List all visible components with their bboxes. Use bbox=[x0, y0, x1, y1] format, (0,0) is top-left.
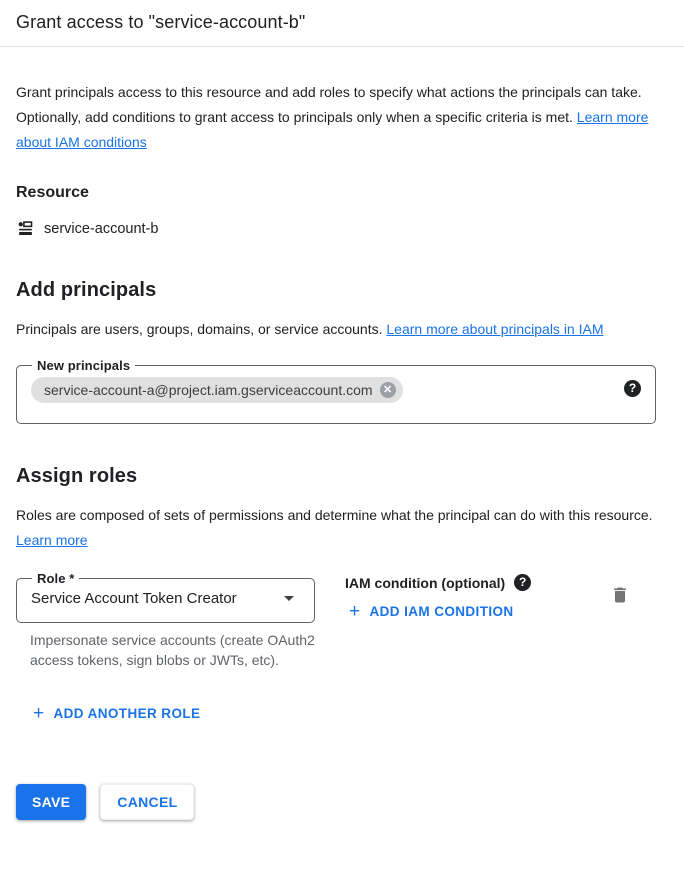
role-select[interactable] bbox=[16, 571, 315, 623]
header-divider bbox=[0, 46, 684, 47]
roles-desc-text: Roles are composed of sets of permissions and determine what the principal can do with this resource. bbox=[16, 507, 653, 523]
delete-role-button[interactable] bbox=[610, 585, 630, 605]
condition-help-icon[interactable]: ? bbox=[514, 574, 531, 591]
dialog-actions bbox=[0, 784, 684, 820]
add-another-role-button[interactable] bbox=[33, 702, 201, 724]
service-account-icon bbox=[16, 219, 35, 238]
save-button[interactable]: SAVE bbox=[16, 784, 86, 820]
new-principals-label: New principals bbox=[37, 358, 131, 373]
plus-icon: + bbox=[349, 600, 361, 622]
dialog-content bbox=[0, 80, 684, 724]
intro-paragraph bbox=[16, 80, 656, 155]
intro-text: Grant principals access to this resource and add roles to specify what actions the principals can take. Optionally, add conditions to grant access to principals only when a specific criteria is met. bbox=[16, 84, 642, 125]
new-principals-field[interactable] bbox=[16, 358, 656, 424]
iam-conditions-link[interactable]: Learn more about IAM conditions bbox=[16, 109, 649, 150]
principals-link[interactable]: Learn more about principals in IAM bbox=[386, 321, 604, 337]
principals-help-icon[interactable]: ? bbox=[624, 380, 641, 397]
add-iam-condition-button[interactable] bbox=[349, 600, 514, 622]
assign-roles-description bbox=[16, 503, 656, 553]
principal-chip-label: service-account-a@project.iam.gserviceaccount.com bbox=[44, 382, 373, 398]
resource-name: service-account-b bbox=[44, 220, 159, 237]
dialog-title: Grant access to "service-account-b" bbox=[16, 12, 306, 32]
delete-role-column bbox=[610, 571, 656, 610]
role-row bbox=[16, 571, 656, 670]
condition-label: IAM condition (optional) bbox=[345, 574, 506, 591]
assign-roles-heading: Assign roles bbox=[16, 465, 138, 487]
role-column bbox=[16, 571, 315, 670]
principals-desc-text: Principals are users, groups, domains, or service accounts. bbox=[16, 321, 387, 337]
role-helper-text: Impersonate service accounts (create OAuth2 access tokens, sign blobs or JWTs, etc). bbox=[30, 632, 315, 668]
role-select-row bbox=[29, 586, 302, 607]
resource-heading: Resource bbox=[16, 184, 89, 201]
principal-chip bbox=[31, 377, 403, 403]
cancel-button[interactable]: CANCEL bbox=[100, 784, 194, 820]
add-principals-description bbox=[16, 317, 656, 342]
chip-remove-icon[interactable]: ✕ bbox=[380, 382, 396, 398]
resource-row bbox=[16, 219, 656, 238]
add-principals-heading: Add principals bbox=[16, 279, 157, 301]
plus-icon: + bbox=[33, 702, 45, 724]
dropdown-caret-icon bbox=[284, 596, 294, 601]
dialog-header bbox=[0, 0, 684, 46]
role-value: Service Account Token Creator bbox=[31, 590, 237, 607]
add-iam-condition-label: ADD IAM CONDITION bbox=[369, 604, 514, 619]
roles-learn-more-link[interactable]: Learn more bbox=[16, 532, 88, 548]
add-another-role-label: ADD ANOTHER ROLE bbox=[53, 706, 201, 721]
role-label: Role * bbox=[37, 571, 75, 586]
condition-label-row bbox=[345, 574, 610, 591]
condition-column bbox=[345, 571, 610, 622]
chip-row bbox=[29, 375, 643, 403]
delete-icon bbox=[610, 593, 630, 608]
